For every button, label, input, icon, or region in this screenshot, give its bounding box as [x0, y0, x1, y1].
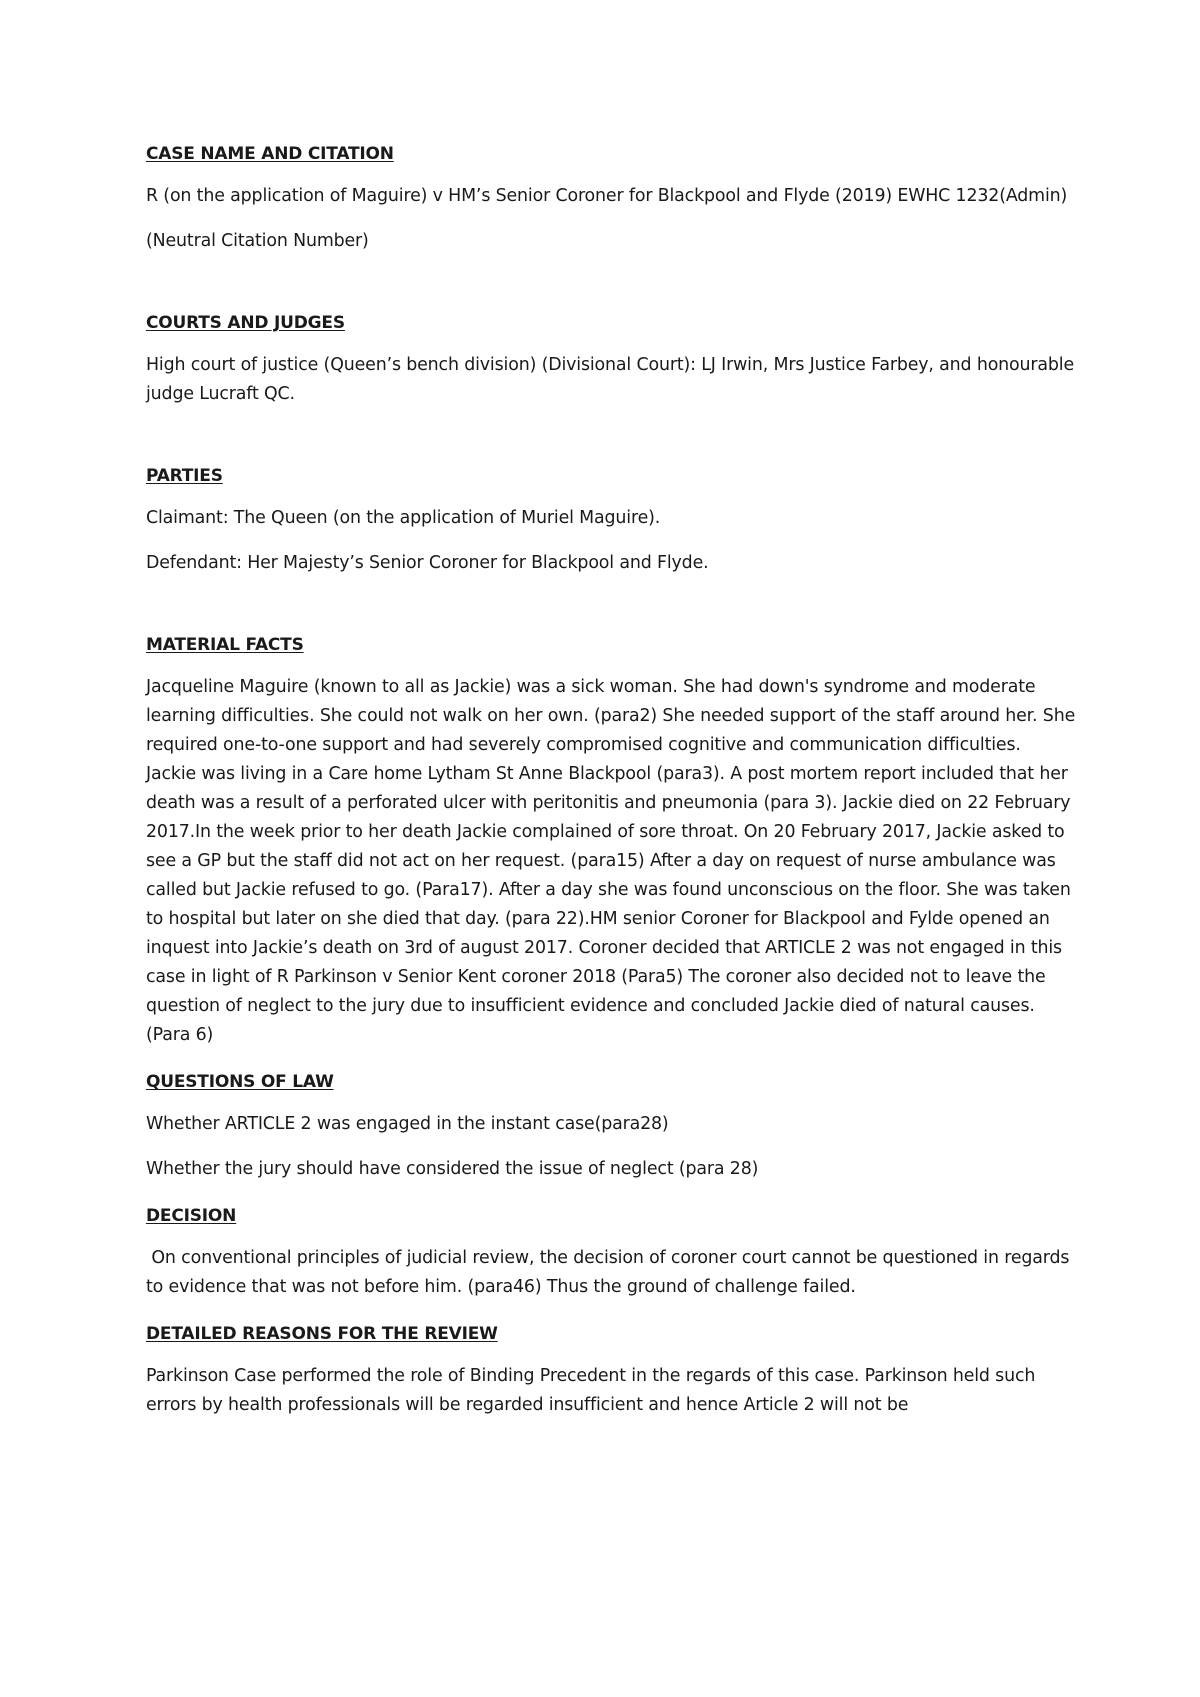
question-1: Whether ARTICLE 2 was engaged in the instant case(para28) [146, 1114, 669, 1134]
neutral-citation: (Neutral Citation Number) [146, 231, 369, 251]
case-citation: R (on the application of Maguire) v HM’s Senior Coroner for Blackpool and Flyde (2019) EWHC 1232(Admin) [146, 186, 1068, 206]
detailed-reasons-text: Parkinson Case performed the role of Binding Precedent in the regards of this case. Parkinson held such errors by health professionals will be regarded insufficient and hence Article 2 will not be [146, 1366, 1036, 1415]
heading-material-facts: MATERIAL FACTS [146, 635, 304, 655]
question-2: Whether the jury should have considered the issue of neglect (para 28) [146, 1159, 759, 1179]
material-facts-text: Jacqueline Maguire (known to all as Jackie) was a sick woman. She had down's syndrome and moderate learning difficulties. She could not walk on her own. (para2) She needed support of the staff around her. She required one-to-one support and had severely compromised cognitive and communication difficulties. Jackie was living in a Care home Lytham St Anne Blackpool (para3). A post mortem report included that her death was a result of a perforated ulcer with peritonitis and pneumonia (para 3). Jackie died on 22 February 2017.In the week prior to her death Jackie complained of sore throat. On 20 February 2017, Jackie asked to see a GP but the staff did not act on her request. (para15) After a day on request of nurse ambulance was called but Jackie refused to go. (Para17). After a day she was found unconscious on the floor. She was taken to hospital but later on she died that day. (para 22).HM senior Coroner for Blackpool and Fylde opened an inquest into Jackie’s death on 3rd of august 2017. Coroner decided that ARTICLE 2 was not engaged in this case in light of R Parkinson v Senior Kent coroner 2018 (Para5) The coroner also decided not to leave the question of neglect to the jury due to insufficient evidence and concluded Jackie died of natural causes. (Para 6) [146, 677, 1076, 1045]
heading-detailed-reasons: DETAILED REASONS FOR THE REVIEW [146, 1324, 498, 1344]
heading-questions-of-law: QUESTIONS OF LAW [146, 1072, 334, 1092]
decision-text: On conventional principles of judicial review, the decision of coroner court cannot be questioned in regards to evidence that was not before him. (para46) Thus the ground of challenge failed. [146, 1248, 1075, 1297]
courts-judges-text: High court of justice (Queen’s bench division) (Divisional Court): LJ Irwin, Mrs Justice Farbey, and honourable judge Lucraft QC. [146, 355, 1075, 404]
heading-case-name: CASE NAME AND CITATION [146, 144, 394, 164]
heading-courts-judges: COURTS AND JUDGES [146, 313, 345, 333]
defendant: Defendant: Her Majesty’s Senior Coroner for Blackpool and Flyde. [146, 553, 709, 573]
heading-parties: PARTIES [146, 466, 223, 486]
document-page [146, 142, 1076, 1420]
heading-decision: DECISION [146, 1206, 237, 1226]
claimant: Claimant: The Queen (on the application of Muriel Maguire). [146, 508, 661, 528]
